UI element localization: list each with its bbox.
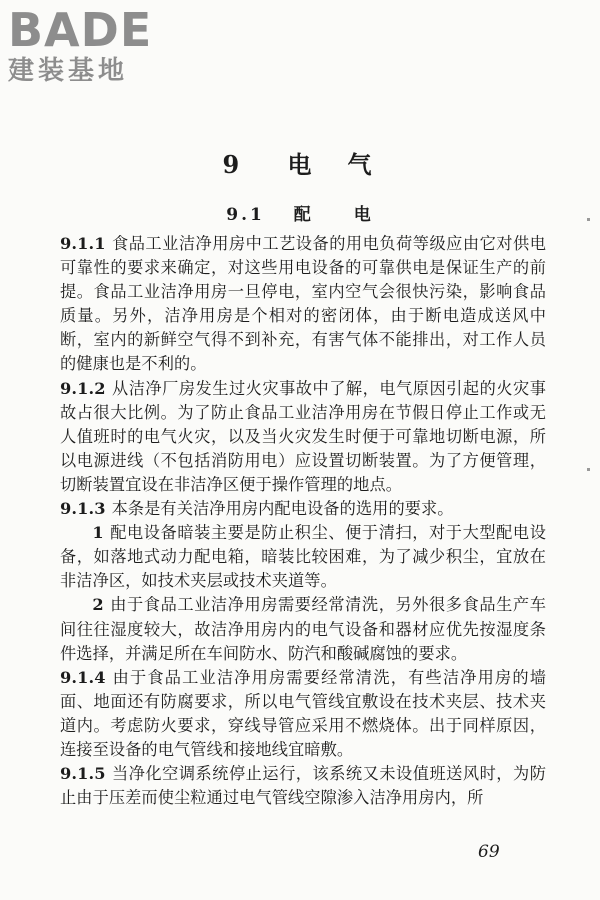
section-title: 9.1 配 电	[226, 205, 374, 225]
scan-speck	[587, 218, 590, 221]
clause-text: 从洁净厂房发生过火灾事故中了解，电气原因引起的火灾事故占很大比例。为了防止食品工业洁净用房在节假日停止工作或无人值班时的电气火灾，以及当火灾发生时便于可靠地切断电源，所以电源进线（不包括消防用电）应设置切断装置。为了方便管理，切断装置宜设在非洁净区便于操作管理的地点。	[60, 378, 546, 494]
body-text	[60, 232, 546, 810]
clause-number: 9.1.4	[60, 667, 106, 687]
logo-brand: BADE	[8, 3, 153, 57]
brand-logo	[8, 3, 178, 86]
item-text: 由于食品工业洁净用房需要经常清洗，另外很多食品生产车间往往湿度较大，故洁净用房内的电气设备和器材应优先按湿度条件选择，并满足所在车间防水、防汽和酸碱腐蚀的要求。	[60, 595, 546, 663]
paragraph-9-1-4	[60, 666, 546, 762]
paragraph-9-1-1	[60, 232, 546, 377]
paragraph-9-1-5	[60, 762, 546, 810]
item-number: 1	[92, 523, 104, 543]
clause-text: 食品工业洁净用房中工艺设备的用电负荷等级应由它对供电可靠性的要求来确定，对这些用电设备的可靠供电是保证生产的前提。食品工业洁净用房一旦停电，室内空气会很快污染，影响食品质量。另外，洁净用房是个相对的密闭体，由于断电造成送风中断，室内的新鲜空气得不到补充，有害气体不能排出，对工作人员的健康也是不利的。	[60, 234, 546, 374]
logo-subtitle: 建装基地	[8, 56, 129, 86]
clause-number: 9.1.3	[60, 499, 106, 519]
page-number: 69	[478, 842, 500, 862]
clause-text: 当净化空调系统停止运行，该系统又未设值班送风时，为防止由于压差而使尘粒通过电气管线空隙渗入洁净用房内，所	[60, 764, 546, 808]
paragraph-9-1-3	[60, 497, 546, 521]
paragraph-item-1	[60, 521, 546, 593]
clause-number: 9.1.2	[60, 378, 106, 398]
paragraph-9-1-2	[60, 377, 546, 497]
scan-speck	[587, 468, 590, 471]
clause-text: 本条是有关洁净用房内配电设备的选用的要求。	[111, 499, 454, 519]
clause-text: 由于食品工业洁净用房需要经常清洗，有些洁净用房的墙面、地面还有防腐要求，所以电气管线宜敷设在技术夹层、技术夹道内。考虑防火要求，穿线导管应采用不燃烧体。出于同样原因，连接至设备的电气管线和接地线宜暗敷。	[60, 667, 546, 759]
chapter-title: 9 电 气	[222, 150, 378, 179]
clause-number: 9.1.1	[60, 234, 106, 253]
clause-number: 9.1.5	[60, 764, 106, 784]
paragraph-item-2	[60, 593, 546, 665]
logo-wordmark	[8, 3, 178, 57]
item-text: 配电设备暗装主要是防止积尘、便于清扫，对于大型配电设备，如落地式动力配电箱，暗装比较困难，为了减少积尘，宜放在非洁净区，如技术夹层或技术夹道等。	[60, 523, 546, 591]
item-number: 2	[92, 595, 104, 615]
